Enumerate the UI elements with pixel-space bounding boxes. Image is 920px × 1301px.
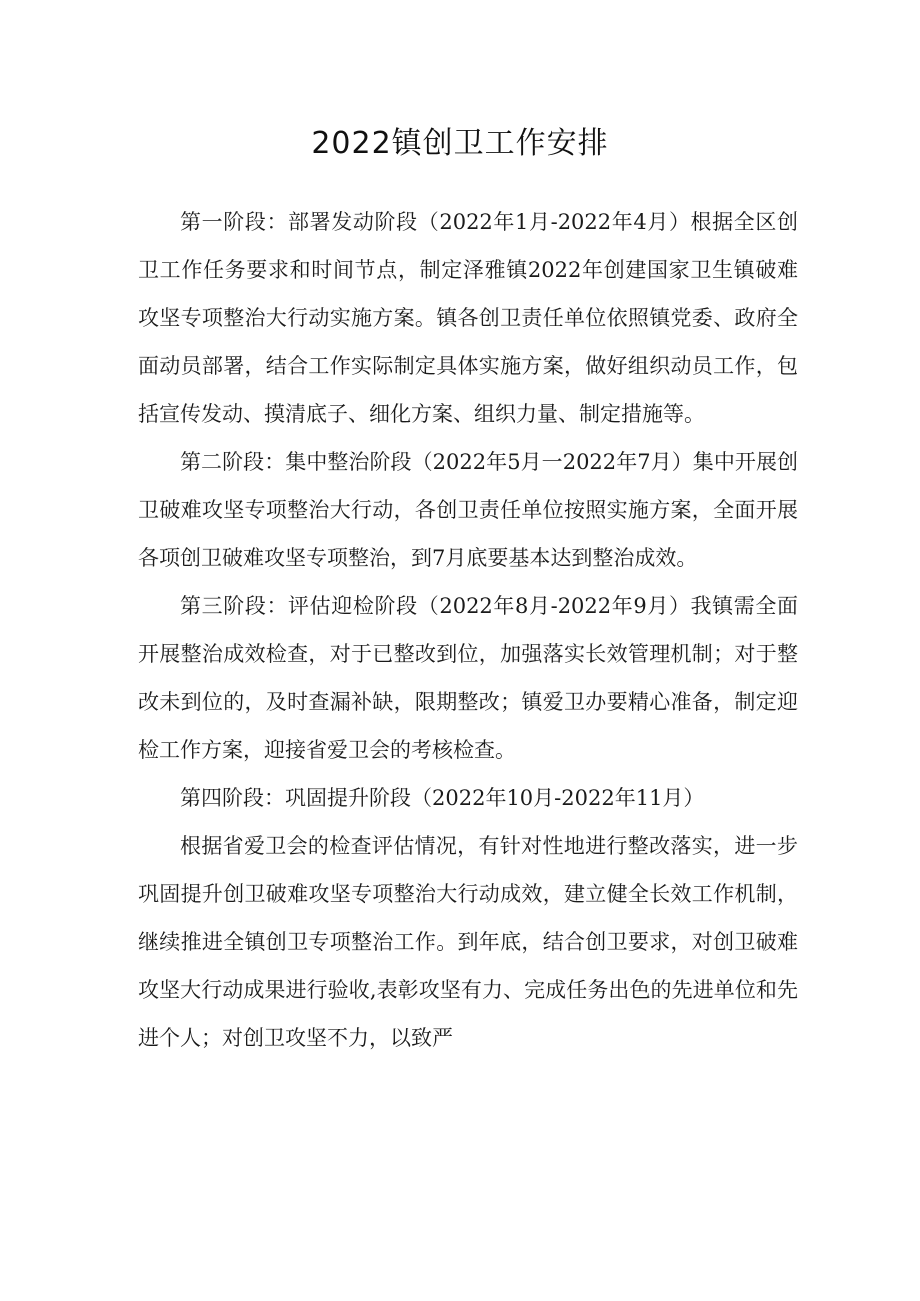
paragraph-stage-one: 第一阶段：部署发动阶段（2022年1月-2022年4月）根据全区创卫工作任务要求和时间节点，制定泽雅镇2022年创建国家卫生镇破难攻坚专项整治大行动实施方案。镇各创卫责任单位依照镇党委、政府全面动员部署，结合工作实际制定具体实施方案，做好组织动员工作，包括宣传发动、摸清底子、细化方案、组织力量、制定措施等。 xyxy=(138,210,798,426)
paragraph-stage-two: 第二阶段：集中整治阶段（2022年5月一2022年7月）集中开展创卫破难攻坚专项整治大行动，各创卫责任单位按照实施方案，全面开展各项创卫破难攻坚专项整治，到7月底要基本达到整治成效。 xyxy=(138,450,798,570)
document-body xyxy=(138,198,798,1062)
paragraph-stage-four-body: 根据省爱卫会的检查评估情况，有针对性地进行整改落实，进一步巩固提升创卫破难攻坚专项整治大行动成效，建立健全长效工作机制，继续推进全镇创卫专项整治工作。到年底，结合创卫要求，对创卫破难攻坚大行动成果进行验收,表彰攻坚有力、完成任务出色的先进单位和先进个人；对创卫攻坚不力，以致严 xyxy=(138,834,798,1050)
document-title: 2022镇创卫工作安排 xyxy=(311,126,609,161)
paragraph-stage-four-heading: 第四阶段：巩固提升阶段（2022年10月-2022年11月） xyxy=(180,786,705,810)
paragraph-stage-three: 第三阶段：评估迎检阶段（2022年8月-2022年9月）我镇需全面开展整治成效检查，对于已整改到位，加强落实长效管理机制；对于整改未到位的，及时查漏补缺，限期整改；镇爱卫办要精心准备，制定迎检工作方案，迎接省爱卫会的考核检查。 xyxy=(138,594,798,762)
